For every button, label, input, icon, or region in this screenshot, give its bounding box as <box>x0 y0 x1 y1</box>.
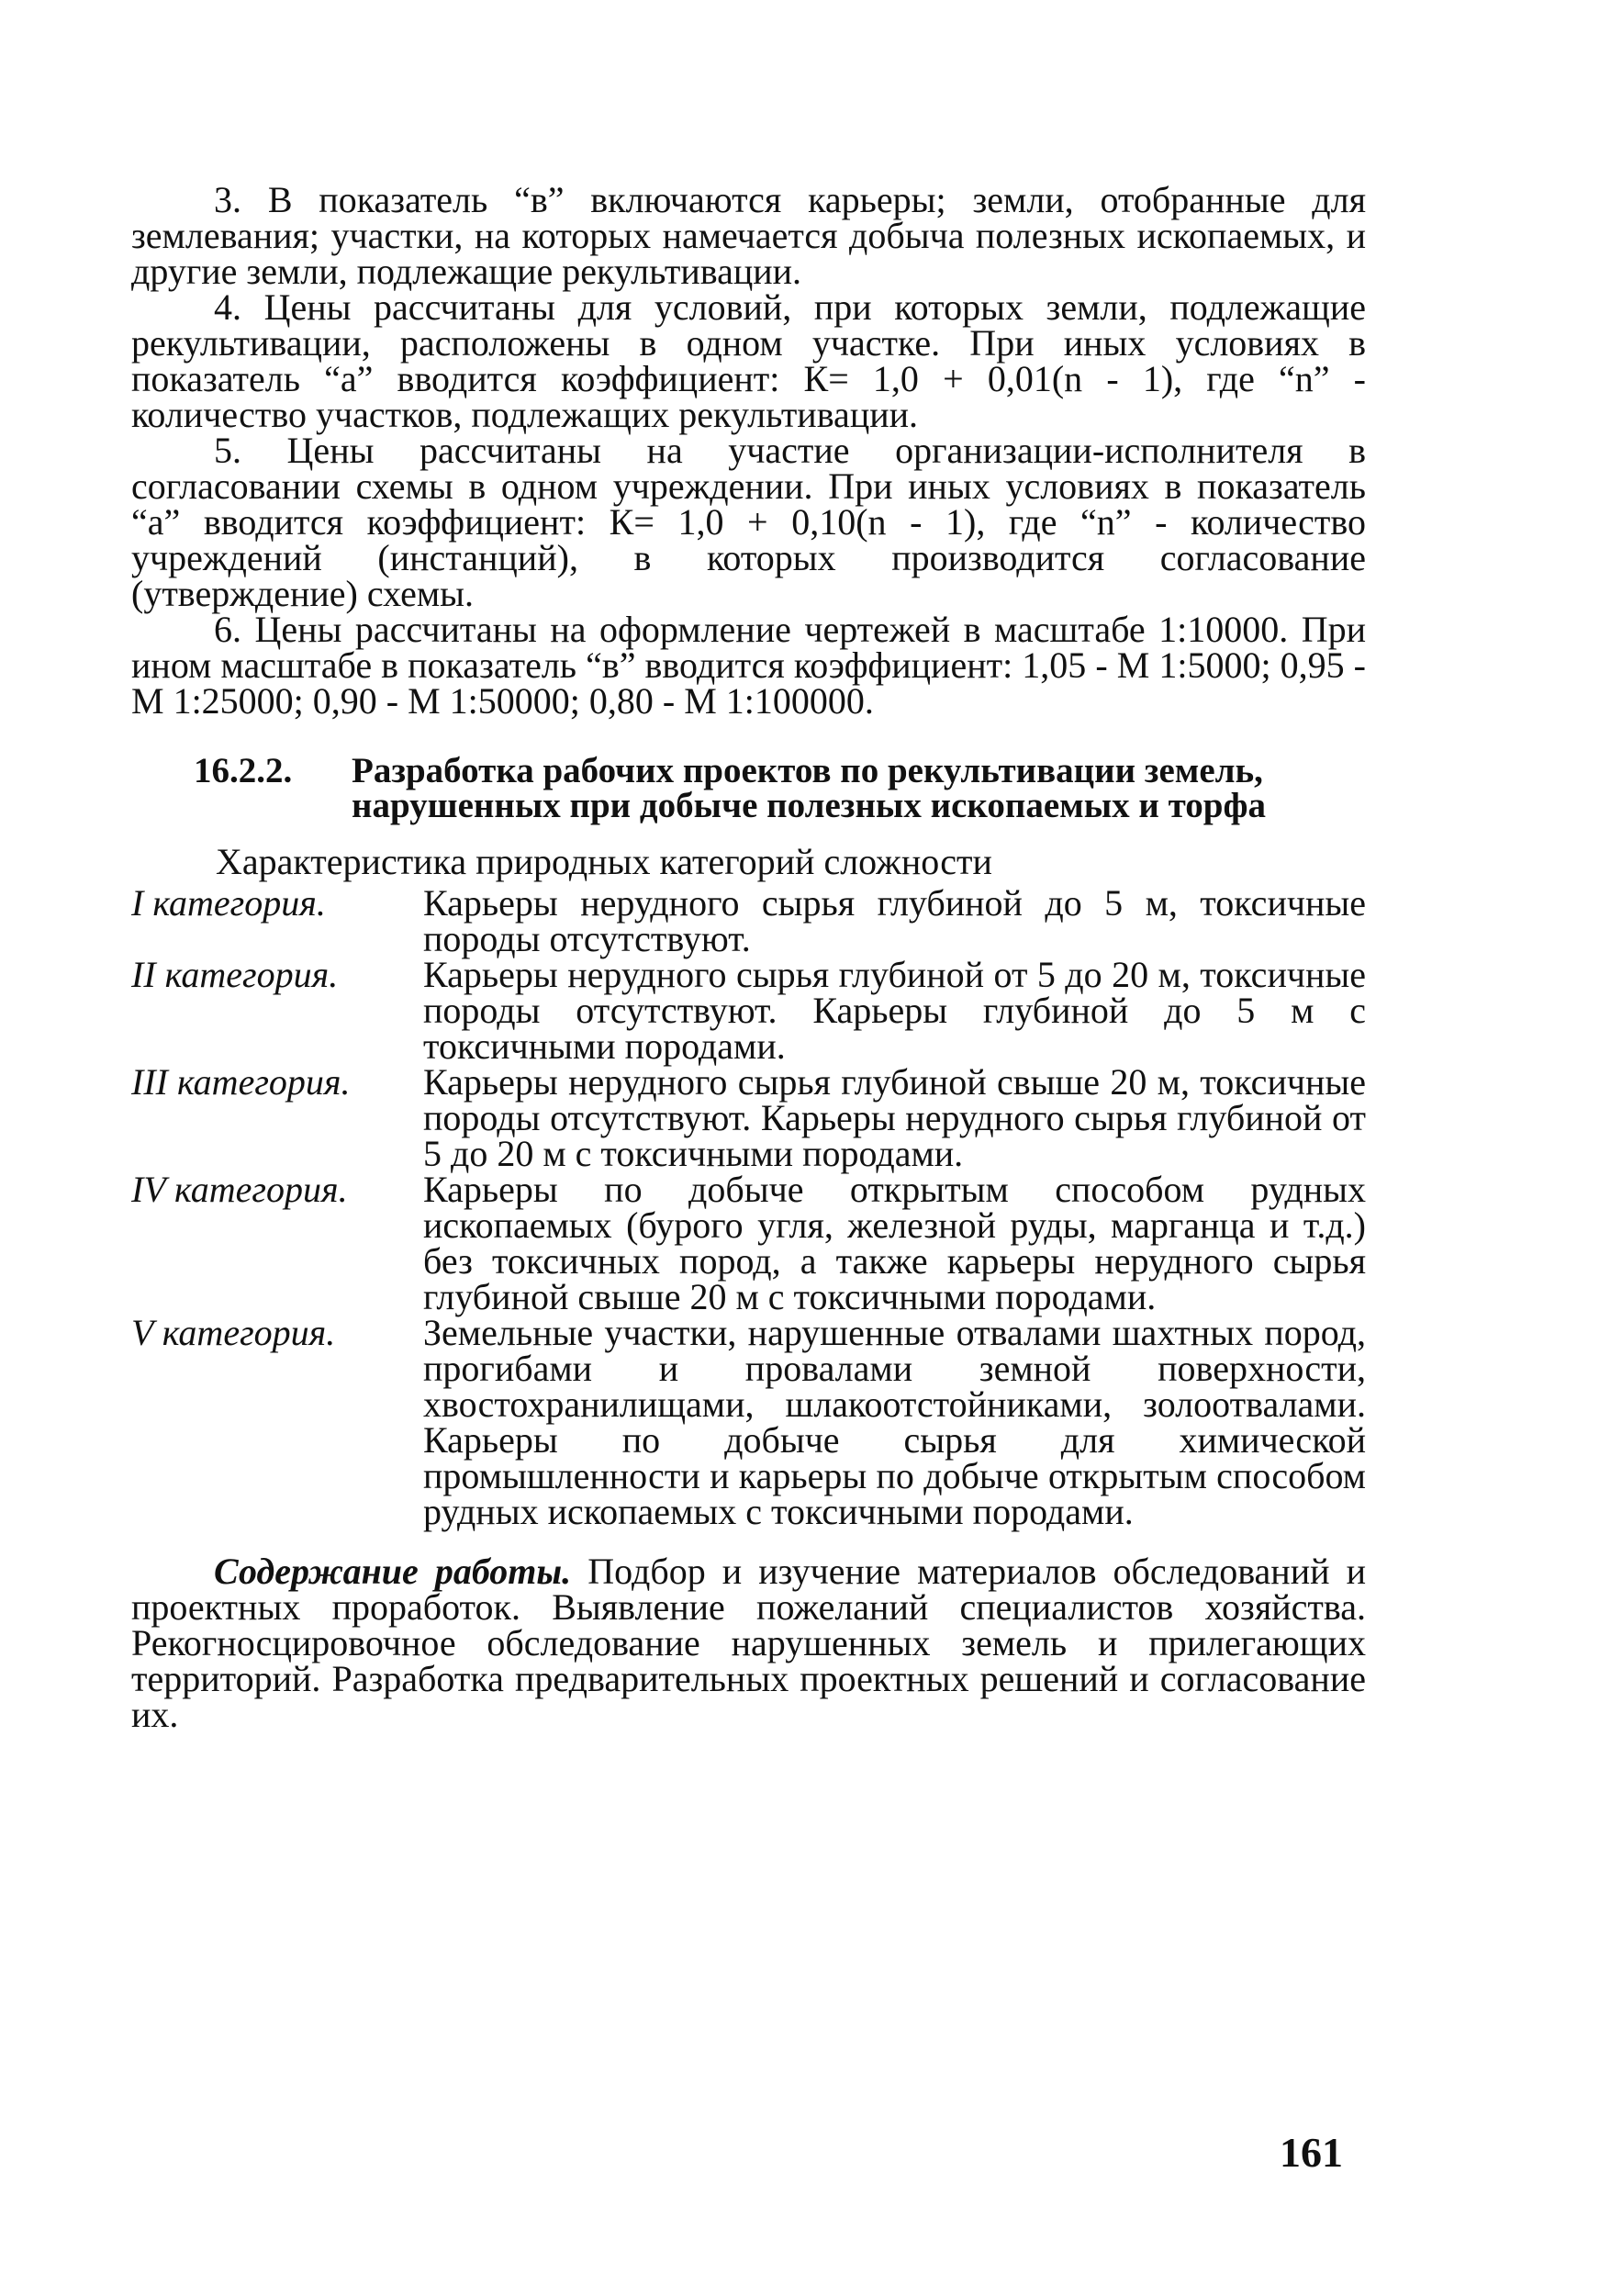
category-item <box>131 954 1366 1067</box>
note-4: 4. Цены рассчитаны для условий, при которых земли, подлежащие рекультивации, расположены в одном участке. При иных условиях в показатель “а” вводится коэффициент: К= 1,0 + 0,01(n - 1), где “n” - количество участков, подлежащих рекультивации. <box>131 286 1366 435</box>
category-item <box>131 1061 1366 1174</box>
work-content-title: Содержание работы. <box>214 1551 572 1592</box>
category-label: I категория. <box>131 882 326 924</box>
page-number: 161 <box>1280 2129 1343 2176</box>
category-item <box>131 1312 1366 1532</box>
category-item <box>131 882 1366 959</box>
category-item <box>131 1171 1366 1315</box>
note-6: 6. Цены рассчитаны на оформление чертежей в масштабе 1:10000. При ином масштабе в показатель “в” вводится коэффициент: 1,05 - М 1:5000; 0,95 - М 1:25000; 0,90 - М 1:50000; 0,80 - М 1:100000. <box>131 609 1366 722</box>
categories-title: Характеристика природных категорий сложности <box>216 841 992 882</box>
category-label: V категория. <box>131 1312 336 1353</box>
category-text: Карьеры нерудного сырья глубиной до 5 м, токсичные породы отсутствуют. <box>423 882 1366 959</box>
category-text: Карьеры нерудного сырья глубиной от 5 до 20 м, токсичные породы отсутствуют. Карьеры глубиной до 5 м с токсичными породами. <box>423 954 1366 1067</box>
work-content <box>131 1551 1367 1735</box>
category-text: Карьеры нерудного сырья глубиной свыше 20 м, токсичные породы отсутствуют. Карьеры нерудного сырья глубиной от 5 до 20 м с токсичными породами. <box>423 1061 1366 1174</box>
category-list <box>131 882 1366 1532</box>
work-content-text: Подбор и изучение материалов обследований и проектных проработок. Выявление пожеланий специалистов хозяйства. Рекогносцировочное обследование нарушенных земель и прилегающих территорий. Разработка предварительных проектных решений и согласование их. <box>131 1551 1367 1735</box>
note-5: 5. Цены рассчитаны на участие организации-исполнителя в согласовании схемы в одном учреждении. При иных условиях в показатель “а” вводится коэффициент: К= 1,0 + 0,10(n - 1), где “n” - количество учреждений (инстанций), в которых производится согласование (утверждение) схемы. <box>131 430 1366 614</box>
category-label: III категория. <box>131 1061 351 1103</box>
category-text: Земельные участки, нарушенные отвалами шахтных пород, прогибами и провалами земной поверхности, хвостохранилищами, шлакоотстойниками, золоотвалами. Карьеры по добыче сырья для химической промышленности и карьеры по добыче открытым способом рудных ископаемых с токсичными породами. <box>423 1312 1366 1532</box>
category-label: II категория. <box>131 954 339 995</box>
section-title: Разработка рабочих проектов по рекультивации земель, нарушенных при добыче полезных ископаемых и торфа <box>352 751 1266 825</box>
section-heading <box>131 751 1366 825</box>
category-text: Карьеры по добыче открытым способом рудных ископаемых (бурого угля, железной руды, марганца и т.д.) без токсичных пород, а также карьеры нерудного сырья глубиной свыше 20 м с токсичными породами. <box>423 1169 1366 1317</box>
note-3: 3. В показатель “в” включаются карьеры; земли, отобранные для землевания; участки, на которых намечается добыча полезных ископаемых, и другие земли, подлежащие рекультивации. <box>131 179 1366 292</box>
section-number: 16.2.2. <box>194 751 293 790</box>
category-label: IV категория. <box>131 1169 348 1210</box>
page-body <box>131 179 1367 1735</box>
